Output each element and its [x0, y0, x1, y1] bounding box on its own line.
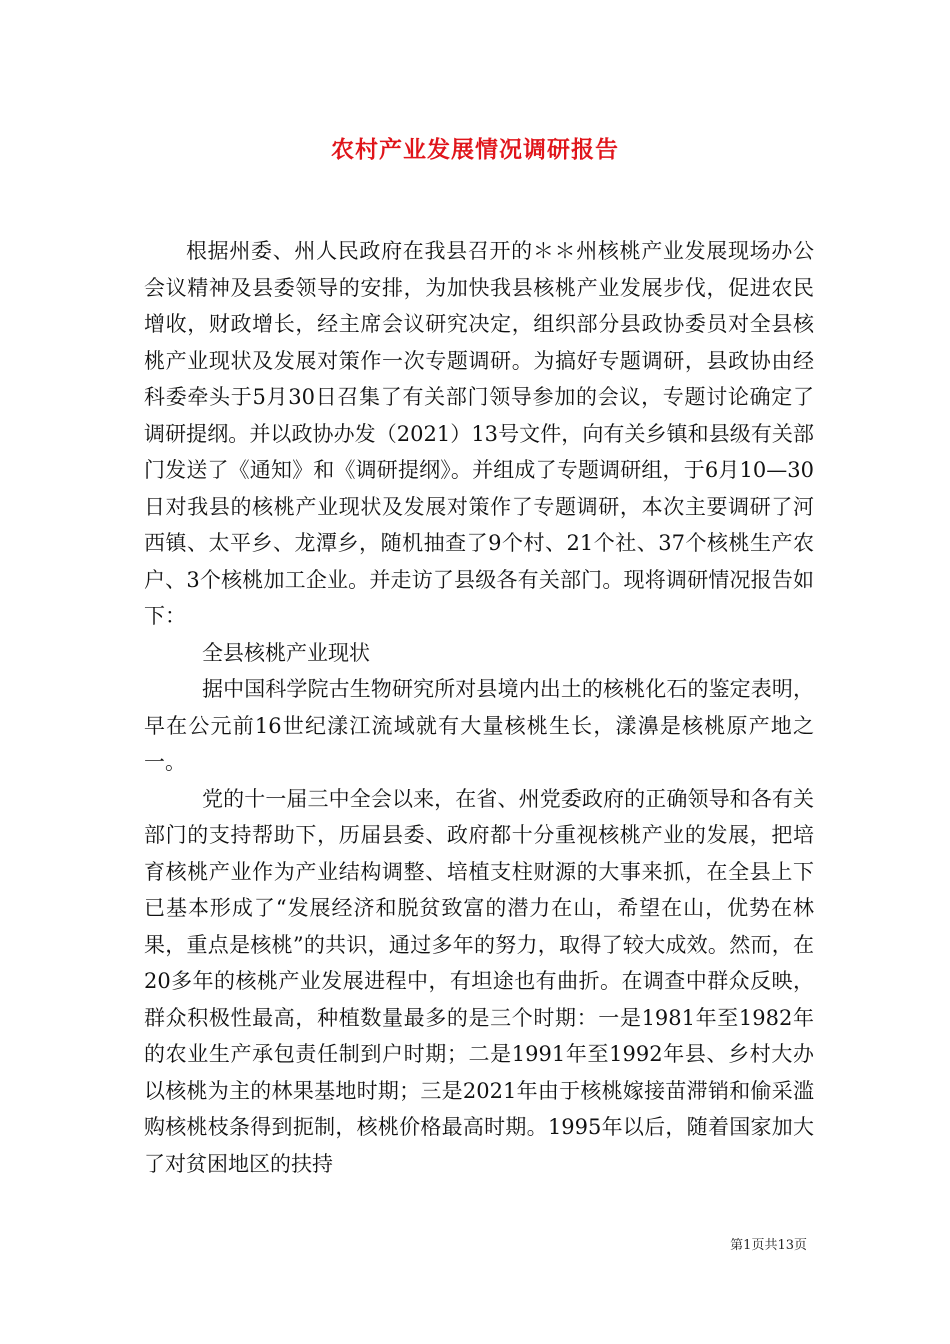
page-number: 第1页共13页 — [730, 1238, 807, 1253]
paragraph-intro: 根据州委、州人民政府在我县召开的＊＊州核桃产业发展现场办公会议精神及县委领导的安排，为加快我县核桃产业发展步伐，促进农民增收，财政增长，经主席会议研究决定，组织部分县政协委员对全县核桃产业现状及发展对策作一次专题调研。为搞好专题调研，县政协由经科委牵头于5月30日召集了有关部门领导参加的会议，专题讨论确定了调研提纲。并以政协办发（2021）13号文件，向有关乡镇和县级有关部门发送了《通知》和《调研提纲》。并组成了专题调研组，于6月10—30日对我县的核桃产业现状及发展对策作了专题调研，本次主要调研了河西镇、太平乡、龙潭乡，随机抽查了9个村、21个社、37个核桃生产农户、3个核桃加工企业。并走访了县级各有关部门。现将调研情况报告如下： — [144, 239, 814, 628]
section-heading: 全县核桃产业现状 — [202, 640, 370, 665]
paragraph-history: 党的十一届三中全会以来，在省、州党委政府的正确领导和各有关部门的支持帮助下，历届县委、政府都十分重视核桃产业的发展，把培育核桃产业作为产业结构调整、培植支柱财源的大事来抓，在全县上下已基本形成了“发展经济和脱贫致富的潜力在山，希望在山，优势在林果，重点是核桃”的共识，通过多年的努力，取得了较大成效。然而，在20多年的核桃产业发展进程中，有坦途也有曲折。在调查中群众反映，群众积极性最高，种植数量最多的是三个时期：一是1981年至1982年的农业生产承包责任制到户时期；二是1991年至1992年县、乡村大办以核桃为主的林果基地时期；三是2021年由于核桃嫁接苗滞销和偷采滥购核桃枝条得到扼制，核桃价格最高时期。1995年以后，随着国家加大了对贫困地区的扶持 — [144, 786, 814, 1176]
document-title: 农村产业发展情况调研报告 — [331, 136, 619, 163]
document-body — [144, 233, 814, 1182]
paragraph-origin: 据中国科学院古生物研究所对县境内出土的核桃化石的鉴定表明，早在公元前16世纪漾江流域就有大量核桃生长，漾濞是核桃原产地之一。 — [144, 677, 814, 774]
